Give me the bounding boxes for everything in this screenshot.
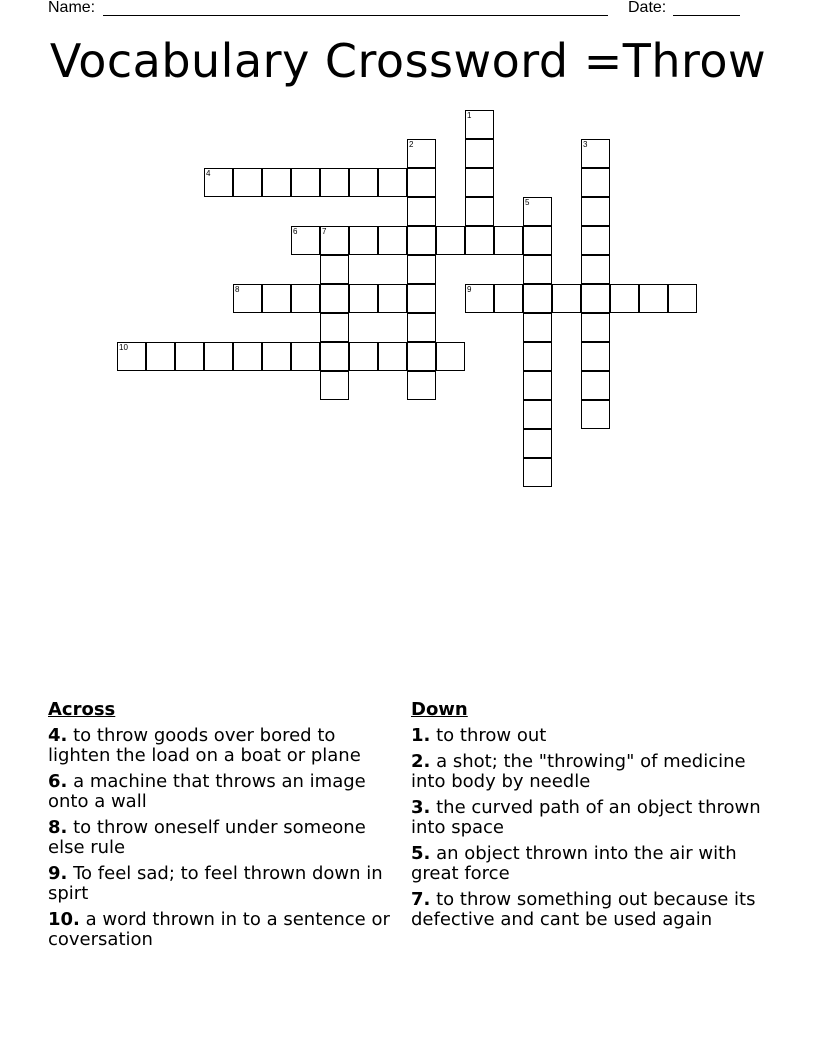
down-clue: [411, 726, 771, 746]
crossword-cell[interactable]: [407, 284, 436, 313]
clue-text: To feel sad; to feel thrown down in spirt: [48, 863, 383, 904]
clue-number: 3.: [411, 797, 431, 818]
crossword-cell[interactable]: [581, 226, 610, 255]
clue-text: a shot; the "throwing" of medicine into body by needle: [411, 751, 746, 792]
across-clue: [48, 818, 393, 858]
cell-number: 1: [467, 111, 472, 120]
crossword-grid: [0, 0, 816, 520]
crossword-cell[interactable]: [233, 168, 262, 197]
crossword-cell[interactable]: [523, 226, 552, 255]
clue-number: 4.: [48, 725, 68, 746]
cell-number: 10: [119, 343, 128, 352]
clue-text: a machine that throws an image onto a wall: [48, 771, 366, 812]
crossword-cell[interactable]: [291, 226, 320, 255]
crossword-cell[interactable]: [349, 226, 378, 255]
crossword-cell[interactable]: [523, 458, 552, 487]
crossword-cell[interactable]: [407, 197, 436, 226]
crossword-cell[interactable]: [581, 371, 610, 400]
crossword-cell[interactable]: [581, 197, 610, 226]
crossword-cell[interactable]: [494, 226, 523, 255]
crossword-cell[interactable]: [436, 226, 465, 255]
crossword-cell[interactable]: [523, 197, 552, 226]
crossword-cell[interactable]: [233, 284, 262, 313]
clue-text: to throw something out because its defective and cant be used again: [411, 889, 756, 930]
crossword-cell[interactable]: [320, 342, 349, 371]
across-clue-list: [48, 726, 393, 950]
crossword-cell[interactable]: [523, 284, 552, 313]
crossword-cell[interactable]: [523, 313, 552, 342]
crossword-cell[interactable]: [407, 226, 436, 255]
date-label: Date:: [628, 0, 667, 16]
crossword-cell[interactable]: [175, 342, 204, 371]
clue-number: 2.: [411, 751, 431, 772]
crossword-cell[interactable]: [407, 139, 436, 168]
crossword-cell[interactable]: [581, 168, 610, 197]
crossword-cell[interactable]: [320, 284, 349, 313]
down-clue: [411, 798, 771, 838]
crossword-cell[interactable]: [552, 284, 581, 313]
crossword-cell[interactable]: [320, 168, 349, 197]
crossword-cell[interactable]: [581, 342, 610, 371]
clue-text: to throw oneself under someone else rule: [48, 817, 366, 858]
crossword-cell[interactable]: [494, 284, 523, 313]
crossword-cell[interactable]: [407, 313, 436, 342]
crossword-cell[interactable]: [465, 226, 494, 255]
crossword-cell[interactable]: [436, 342, 465, 371]
crossword-cell[interactable]: [581, 284, 610, 313]
cell-number: 4: [206, 169, 211, 178]
crossword-cell[interactable]: [378, 342, 407, 371]
across-heading: Across: [48, 699, 116, 720]
crossword-cell[interactable]: [407, 168, 436, 197]
crossword-cell[interactable]: [291, 284, 320, 313]
crossword-cell[interactable]: [204, 168, 233, 197]
crossword-cell[interactable]: [465, 168, 494, 197]
across-clue: [48, 910, 393, 950]
crossword-cell[interactable]: [117, 342, 146, 371]
crossword-cell[interactable]: [291, 168, 320, 197]
clue-text: the curved path of an object thrown into space: [411, 797, 761, 838]
clue-text: an object thrown into the air with great force: [411, 843, 737, 884]
clue-text: to throw out: [436, 725, 547, 746]
down-clue-list: [411, 726, 771, 930]
clue-number: 1.: [411, 725, 431, 746]
crossword-cell[interactable]: [349, 284, 378, 313]
crossword-cell[interactable]: [378, 226, 407, 255]
cell-number: 6: [293, 227, 298, 236]
crossword-cell[interactable]: [378, 168, 407, 197]
cell-number: 2: [409, 140, 414, 149]
crossword-cell[interactable]: [262, 284, 291, 313]
crossword-cell[interactable]: [320, 226, 349, 255]
crossword-cell[interactable]: [262, 168, 291, 197]
cell-number: 3: [583, 140, 588, 149]
crossword-cell[interactable]: [407, 342, 436, 371]
down-clues: [411, 700, 771, 936]
crossword-cell[interactable]: [407, 371, 436, 400]
crossword-cell[interactable]: [146, 342, 175, 371]
crossword-cell[interactable]: [204, 342, 233, 371]
crossword-cell[interactable]: [523, 255, 552, 284]
crossword-cell[interactable]: [320, 255, 349, 284]
crossword-cell[interactable]: [291, 342, 320, 371]
crossword-cell[interactable]: [581, 255, 610, 284]
across-clue: [48, 772, 393, 812]
crossword-cell[interactable]: [581, 400, 610, 429]
crossword-cell[interactable]: [465, 139, 494, 168]
cell-number: 8: [235, 285, 240, 294]
clue-text: a word thrown in to a sentence or coversation: [48, 909, 390, 950]
cell-number: 9: [467, 285, 472, 294]
crossword-cell[interactable]: [581, 313, 610, 342]
crossword-cell[interactable]: [523, 342, 552, 371]
crossword-cell[interactable]: [233, 342, 262, 371]
clue-number: 9.: [48, 863, 68, 884]
crossword-cell[interactable]: [523, 371, 552, 400]
crossword-cell[interactable]: [668, 284, 697, 313]
crossword-cell[interactable]: [320, 371, 349, 400]
down-clue: [411, 844, 771, 884]
crossword-cell[interactable]: [407, 255, 436, 284]
crossword-cell[interactable]: [465, 284, 494, 313]
crossword-cell[interactable]: [349, 342, 378, 371]
cell-number: 5: [525, 198, 530, 207]
name-label: Name:: [48, 0, 96, 16]
crossword-cell[interactable]: [378, 284, 407, 313]
down-clue: [411, 890, 771, 930]
clue-number: 7.: [411, 889, 431, 910]
clue-number: 8.: [48, 817, 68, 838]
cell-number: 7: [322, 227, 327, 236]
crossword-cell[interactable]: [320, 313, 349, 342]
crossword-cell[interactable]: [465, 110, 494, 139]
across-clue: [48, 726, 393, 766]
crossword-cell[interactable]: [465, 197, 494, 226]
clue-text: to throw goods over bored to lighten the load on a boat or plane: [48, 725, 361, 766]
crossword-cell[interactable]: [523, 400, 552, 429]
crossword-cell[interactable]: [523, 429, 552, 458]
across-clues: [48, 700, 393, 956]
clue-number: 10.: [48, 909, 80, 930]
down-heading: Down: [411, 699, 468, 720]
across-clue: [48, 864, 393, 904]
crossword-cell[interactable]: [610, 284, 639, 313]
crossword-cell[interactable]: [262, 342, 291, 371]
crossword-cell[interactable]: [639, 284, 668, 313]
clue-number: 6.: [48, 771, 68, 792]
page-title: Vocabulary Crossword =Throw: [49, 34, 767, 88]
clue-number: 5.: [411, 843, 431, 864]
down-clue: [411, 752, 771, 792]
crossword-cell[interactable]: [581, 139, 610, 168]
crossword-cell[interactable]: [349, 168, 378, 197]
